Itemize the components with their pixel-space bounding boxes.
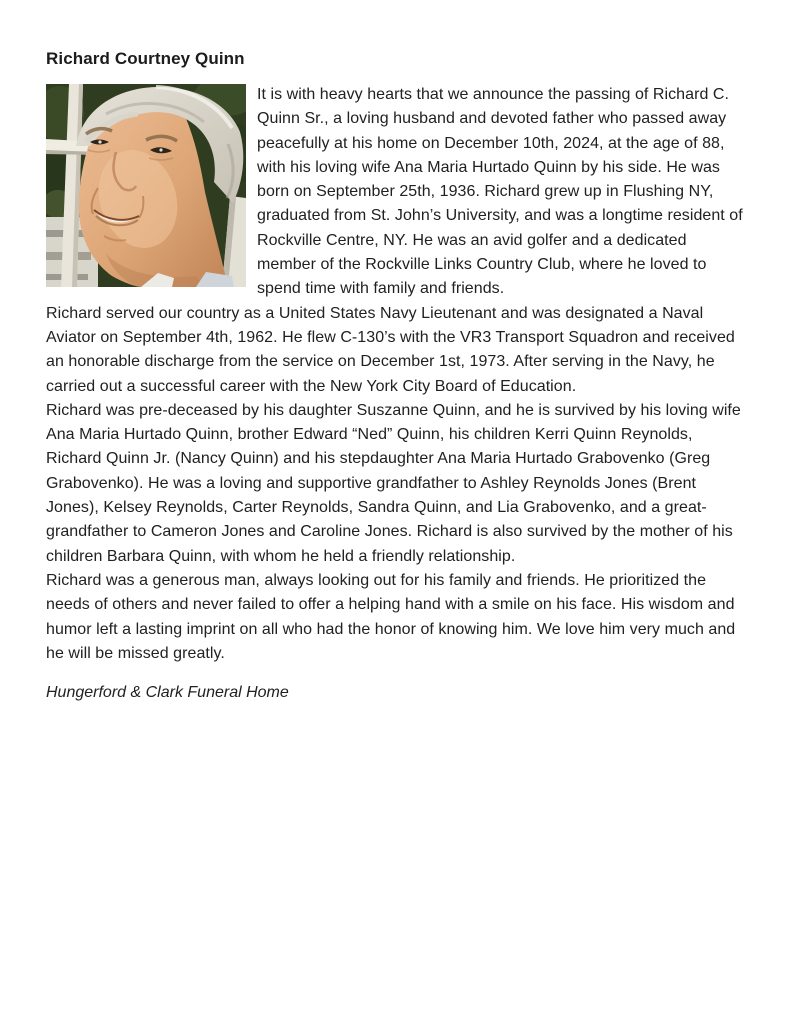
obituary-paragraph-tribute: Richard was a generous man, always looking out for his family and friends. He prioritized the needs of others and never failed to offer a helping hand with a smile on his face. His wisdom and humor left a lasting imprint on all who had the honor of knowing him. We love him very much and he will be missed greatly. <box>46 571 736 662</box>
obituary-paragraph-navy-career: Richard served our country as a United States Navy Lieutenant and was designated a Naval Aviator on September 4th, 1962. He flew C-130’s with the VR3 Transport Squadron and received an honorable discharge from the service on December 1st, 1973. After serving in the Navy, he carried out a successful career with the New York City Board of Education. <box>46 304 735 395</box>
page-title: Richard Courtney Quinn <box>46 49 245 68</box>
obituary-paragraph-intro: It is with heavy hearts that we announce the passing of Richard C. Quinn Sr., a loving husband and devoted father who passed away peacefully at his home on December 10th, 2024, at the age of 88, with his loving wife Ana Maria Hurtado Quinn by his side. He was born on September 25th, 1936. Richard grew up in Flushing NY, graduated from St. John’s University, and was a longtime resident of Rockville Centre, NY. He was an avid golfer and a dedicated member of the Rockville Links Country Club, where he loved to spend time with family and friends. <box>257 86 743 298</box>
portrait-photo-image <box>46 84 246 287</box>
funeral-home-signature: Hungerford & Clark Funeral Home <box>46 684 289 702</box>
portrait-photo <box>46 84 246 287</box>
obituary-paragraph-family: Richard was pre-deceased by his daughter Suszanne Quinn, and he is survived by his loving wife Ana Maria Hurtado Quinn, brother Edward “Ned” Quinn, his children Kerri Quinn Reynolds, Richard Quinn Jr. (Nancy Quinn) and his stepdaughter Ana Maria Hurtado Grabovenko (Greg Grabovenko). He was a loving and supportive grandfather to Ashley Reynolds Jones (Brent Jones), Kelsey Reynolds, Carter Reynolds, Sandra Quinn, and Lia Grabovenko, and a great-grandfather to Cameron Jones and Caroline Jones. Richard is also survived by the mother of his children Barbara Quinn, with whom he held a friendly relationship. <box>46 401 741 565</box>
